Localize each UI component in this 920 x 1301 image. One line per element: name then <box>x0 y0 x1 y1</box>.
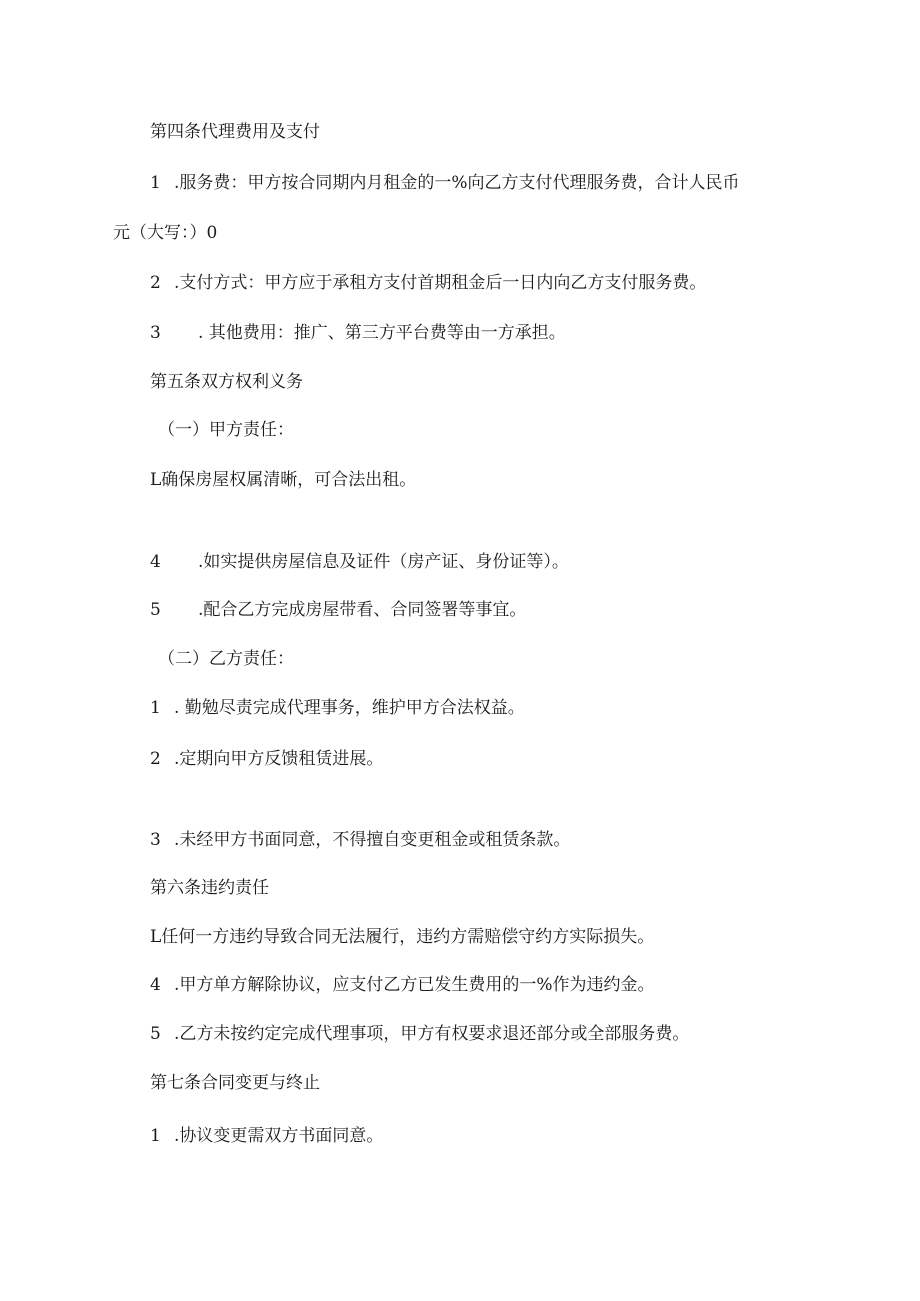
article-6-heading: 第六条违约责任 <box>150 878 269 898</box>
list-number: 4 <box>150 552 161 572</box>
list-number: 1 <box>150 1126 161 1146</box>
clause-text: .甲方单方解除协议，应支付乙方已发生费用的一%作为违约金。 <box>174 975 655 995</box>
clause-text: L确保房屋权属清晰，可合法出租。 <box>150 470 417 490</box>
list-number: 2 <box>150 273 161 293</box>
list-number: 4 <box>150 975 161 995</box>
list-number: 3 <box>150 323 161 343</box>
clause-text-continued: 元（大写：）0 <box>113 223 218 243</box>
list-number: 1 <box>150 698 161 718</box>
list-number: 1 <box>150 173 161 193</box>
clause-text: .配合乙方完成房屋带看、合同签署等事宜。 <box>198 600 527 620</box>
clause-text: .定期向甲方反馈租赁进展。 <box>174 749 384 769</box>
clause-text: .乙方未按约定完成代理事项，甲方有权要求退还部分或全部服务费。 <box>174 1024 690 1044</box>
list-number: 5 <box>150 600 161 620</box>
clause-text: . 其他费用：推广、第三方平台费等由一方承担。 <box>198 323 566 343</box>
clause-text: .如实提供房屋信息及证件（房产证、身份证等）。 <box>198 552 569 572</box>
clause-text: L任何一方违约导致合同无法履行，违约方需赔偿守约方实际损失。 <box>150 927 655 947</box>
article-5-heading: 第五条双方权利义务 <box>150 372 303 392</box>
section-heading: （一）甲方责任： <box>158 420 294 440</box>
section-heading: （二）乙方责任： <box>158 649 294 669</box>
article-4-heading: 第四条代理费用及支付 <box>150 122 320 142</box>
clause-text: .服务费：甲方按合同期内月租金的一%向乙方支付代理服务费，合计人民币 <box>174 173 740 193</box>
clause-text: .协议变更需双方书面同意。 <box>174 1126 384 1146</box>
clause-text: .未经甲方书面同意，不得擅自变更租金或租赁条款。 <box>174 830 571 850</box>
list-number: 2 <box>150 749 161 769</box>
clause-text: .支付方式：甲方应于承租方支付首期租金后一日内向乙方支付服务费。 <box>174 273 707 293</box>
clause-text: . 勤勉尽责完成代理事务，维护甲方合法权益。 <box>174 698 525 718</box>
article-7-heading: 第七条合同变更与终止 <box>150 1073 320 1093</box>
list-number: 3 <box>150 830 161 850</box>
list-number: 5 <box>150 1024 161 1044</box>
